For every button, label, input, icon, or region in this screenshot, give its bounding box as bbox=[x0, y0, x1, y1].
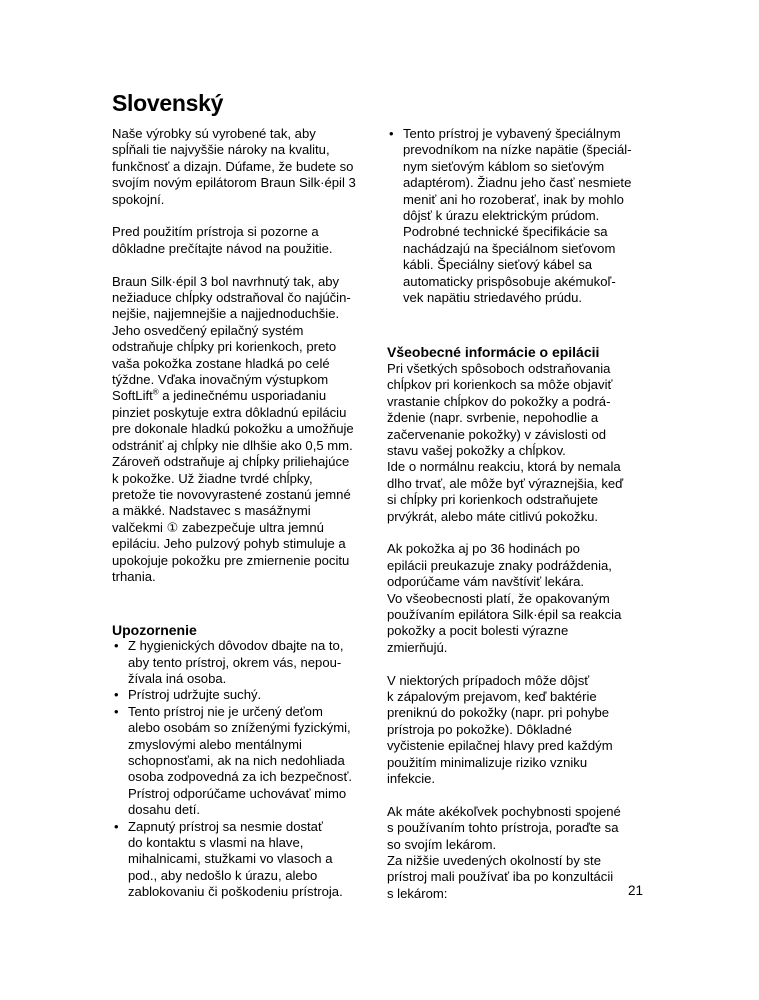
warnings-list bbox=[112, 638, 374, 901]
page-number: 21 bbox=[628, 883, 644, 898]
general-info-heading: Všeobecné informácie o epilácii bbox=[387, 344, 600, 361]
product-description-paragraph bbox=[112, 274, 374, 586]
warning-item: • Z hygienických dôvodov dbajte na to, aby tento prístroj, okrem vás, nepou- žívala iná osoba. bbox=[112, 638, 374, 687]
left-column bbox=[112, 126, 374, 901]
read-instructions-paragraph: Pred použitím prístroja si pozorne a dôkladne prečítajte návod na použitie. bbox=[112, 224, 333, 256]
general-info-paragraph-4: Ak máte akékoľvek pochybnosti spojené s používaním tohto prístroja, poraďte sa so svojím lekárom. Za nižšie uvedených okolností by ste prístroj mali používať iba po konzultácii s lekárom: bbox=[387, 803, 621, 901]
warning-item: • Zapnutý prístroj sa nesmie dostať do kontaktu s vlasmi na hlave, mihalnicami, stužkami vo vlasoch a pod., aby nedošlo k úrazu, alebo zablokovaniu či poškodeniu prístroja. bbox=[112, 819, 374, 901]
warning-item: • Tento prístroj je vybavený špeciálnym prevodníkom na nízke napätie (špeciál- nym sieťovým káblom so sieťovým adaptérom). Žiadnu jeho časť nesmiete meniť ani ho rozoberať, inak by mohlo dôjsť k úrazu elektrickým prúdom. Podrobné technické špecifikácie sa nachádzajú na špeciálnom sieťovom kábli. Špeciálny sieťový kábel sa automaticky prispôsobuje akémukoľ- vek napätiu striedavého prúdu. bbox=[387, 126, 651, 306]
warning-item: • Tento prístroj nie je určený deťom alebo osobám so zníženými fyzickými, zmyslovými alebo mentálnymi schopnosťami, ak na nich nedohliada osoba zodpovedná za ich bezpečnosť. Prístroj odporúčame uchovávať mimo dosahu detí. bbox=[112, 704, 374, 819]
intro-paragraph: Naše výrobky sú vyrobené tak, aby spĺňali tie najvyššie nároky na kvalitu, funkčnosť a dizajn. Dúfame, že budete so svojím novým epilátorom Braun Silk·épil 3 spokojní. bbox=[112, 126, 356, 207]
right-column bbox=[387, 126, 651, 919]
warning-item: • Prístroj udržujte suchý. bbox=[112, 687, 374, 703]
general-info-paragraph-2: Ak pokožka aj po 36 hodinách po epilácii preukazuje znaky podráždenia, odporúčame vám navštíviť lekára. Vo všeobecnosti platí, že opakovaným používaním epilátora Silk·épil sa reakcia pokožky a pocit bolesti výrazne zmierňujú. bbox=[387, 541, 622, 655]
general-info-paragraph-1: Pri všetkých spôsoboch odstraňovania chĺpkov pri korienkoch sa môže objaviť vrastanie chĺpkov do pokožky a podrá- ždenie (napr. svrbenie, nepohodlie a začervenanie pokožky) v závislosti od stavu vašej pokožky a chĺpkov. Ide o normálnu reakciu, ktorá by nemala dlho trvať, ale môže byť výraznejšia, keď si chĺpky pri korienkoch odstraňujete prvýkrát, alebo máte citlivú pokožku. bbox=[387, 360, 624, 524]
warnings-heading: Upozornenie bbox=[112, 621, 197, 638]
warnings-list-continued bbox=[387, 126, 651, 306]
description-text-part1: Braun Silk·épil 3 bol navrhnutý tak, aby nežiaduce chĺpky odstraňoval čo najúčin- nejšie, najjemnejšie a najjednoduchšie. Jeho osvedčený epilačný systém odstraňuje chĺpky pri korienkoch, preto vaša pokožka zostane hladká po celé týždne. Vďaka inovačným výstupkom SoftLift bbox=[112, 273, 351, 404]
registered-mark: ® bbox=[152, 388, 159, 398]
page-title: Slovenský bbox=[112, 90, 224, 116]
description-text-part2: a jedinečnému usporiadaniu pinziet poskytuje extra dôkladnú epiláciu pre dokonale hladkú pokožku a umožňuje odstrániť aj chĺpky nie dlhšie ako 0,5 mm. Zároveň odstraňuje aj chĺpky priliehajúce k pokožke. Už žiadne tvrdé chĺpky, pretože tie novovyrastené zostanú jemné a mäkké. Nadstavec s masážnymi valčekmi ① zabezpečuje ultra jemnú epiláciu. Jeho pulzový pohyb stimuluje a upokojuje pokožku pre zmiernenie pocitu trhania. bbox=[112, 388, 354, 584]
general-info-paragraph-3: V niektorých prípadoch môže dôjsť k zápalovým prejavom, keď baktérie preniknú do pokožky (napr. pri pohybe prístroja po pokožke). Dôkladné vyčistenie epilačnej hlavy pred každým použitím minimalizuje riziko vzniku infekcie. bbox=[387, 672, 613, 786]
